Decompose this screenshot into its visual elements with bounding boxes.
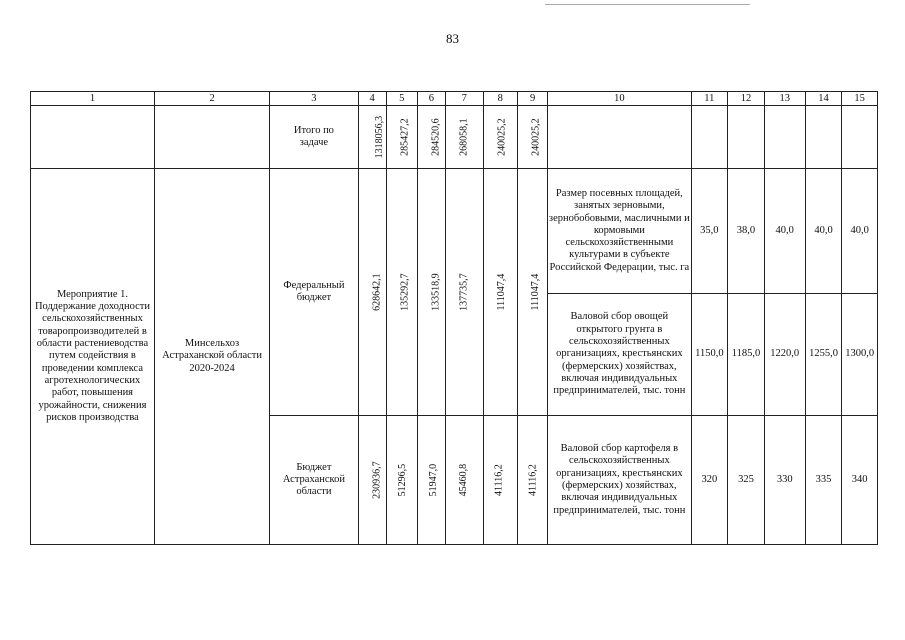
total-value: 1318056,3 xyxy=(358,106,386,169)
regional-value: 45460,8 xyxy=(445,416,483,545)
indicator-text: Валовой сбор овощей открытого грунта в сельскохозяйственных организациях, крестьянских (фермерских) хозяйствах, включая индивидуальных предпринимателей, тыс. тонн xyxy=(548,294,691,416)
total-value: 268058,1 xyxy=(445,106,483,169)
total-value: 284520,6 xyxy=(417,106,445,169)
target-value: 1255,0 xyxy=(805,294,842,416)
regional-value: 230936,7 xyxy=(358,416,386,545)
total-value: 240025,2 xyxy=(518,106,548,169)
top-rule xyxy=(545,4,750,5)
target-value: 335 xyxy=(805,416,842,545)
total-value: 240025,2 xyxy=(483,106,517,169)
federal-value: 137735,7 xyxy=(445,169,483,416)
column-number: 13 xyxy=(764,92,805,106)
column-number: 11 xyxy=(691,92,728,106)
measure-name: Мероприятие 1. Поддержание доходности сельскохозяйственных товаропроизводителей в области растениеводства путем содействия в проведении комплекса агротехнологических работ, повышения урожайности, снижения рисков производства xyxy=(31,169,155,545)
indicator-text: Валовой сбор картофеля в сельскохозяйственных организациях, крестьянских (фермерских) хозяйствах, включая индивидуальных предпринимателей, тыс. тонн xyxy=(548,416,691,545)
target-value: 1220,0 xyxy=(764,294,805,416)
federal-value: 628642,1 xyxy=(358,169,386,416)
column-number: 2 xyxy=(154,92,269,106)
column-number: 10 xyxy=(548,92,691,106)
column-number: 7 xyxy=(445,92,483,106)
column-number: 15 xyxy=(842,92,878,106)
program-table xyxy=(30,91,878,545)
column-number: 9 xyxy=(518,92,548,106)
column-number: 3 xyxy=(270,92,358,106)
target-value: 320 xyxy=(691,416,728,545)
column-number: 5 xyxy=(386,92,417,106)
target-value: 1300,0 xyxy=(842,294,878,416)
target-value: 1185,0 xyxy=(728,294,765,416)
regional-value: 41116,2 xyxy=(483,416,517,545)
federal-value: 111047,4 xyxy=(518,169,548,416)
target-value: 40,0 xyxy=(842,169,878,294)
target-value: 40,0 xyxy=(764,169,805,294)
column-number: 4 xyxy=(358,92,386,106)
column-number: 12 xyxy=(728,92,765,106)
column-number: 1 xyxy=(31,92,155,106)
federal-value: 111047,4 xyxy=(483,169,517,416)
target-value: 325 xyxy=(728,416,765,545)
indicator-row-1 xyxy=(31,169,878,294)
target-value: 40,0 xyxy=(805,169,842,294)
regional-value: 51947,0 xyxy=(417,416,445,545)
executor: Минсельхоз Астраханской области 2020-2024 xyxy=(154,169,269,545)
federal-value: 135292,7 xyxy=(386,169,417,416)
target-value: 38,0 xyxy=(728,169,765,294)
regional-value: 51296,5 xyxy=(386,416,417,545)
federal-value: 133518,9 xyxy=(417,169,445,416)
total-row xyxy=(31,106,878,169)
target-value: 1150,0 xyxy=(691,294,728,416)
total-label: Итого по задаче xyxy=(270,106,358,169)
target-value: 35,0 xyxy=(691,169,728,294)
regional-value: 41116,2 xyxy=(518,416,548,545)
column-number-row xyxy=(31,92,878,106)
target-value: 340 xyxy=(842,416,878,545)
federal-label: Федеральный бюджет xyxy=(270,169,358,416)
indicator-text: Размер посевных площадей, занятых зерновыми, зернобобовыми, масличными и кормовыми сельскохозяйственными культурами в субъекте Российской Федерации, тыс. га xyxy=(548,169,691,294)
total-value: 285427,2 xyxy=(386,106,417,169)
target-value: 330 xyxy=(764,416,805,545)
column-number: 8 xyxy=(483,92,517,106)
regional-label: Бюджет Астраханской области xyxy=(270,416,358,545)
column-number: 6 xyxy=(417,92,445,106)
column-number: 14 xyxy=(805,92,842,106)
page-number: 83 xyxy=(446,31,459,46)
